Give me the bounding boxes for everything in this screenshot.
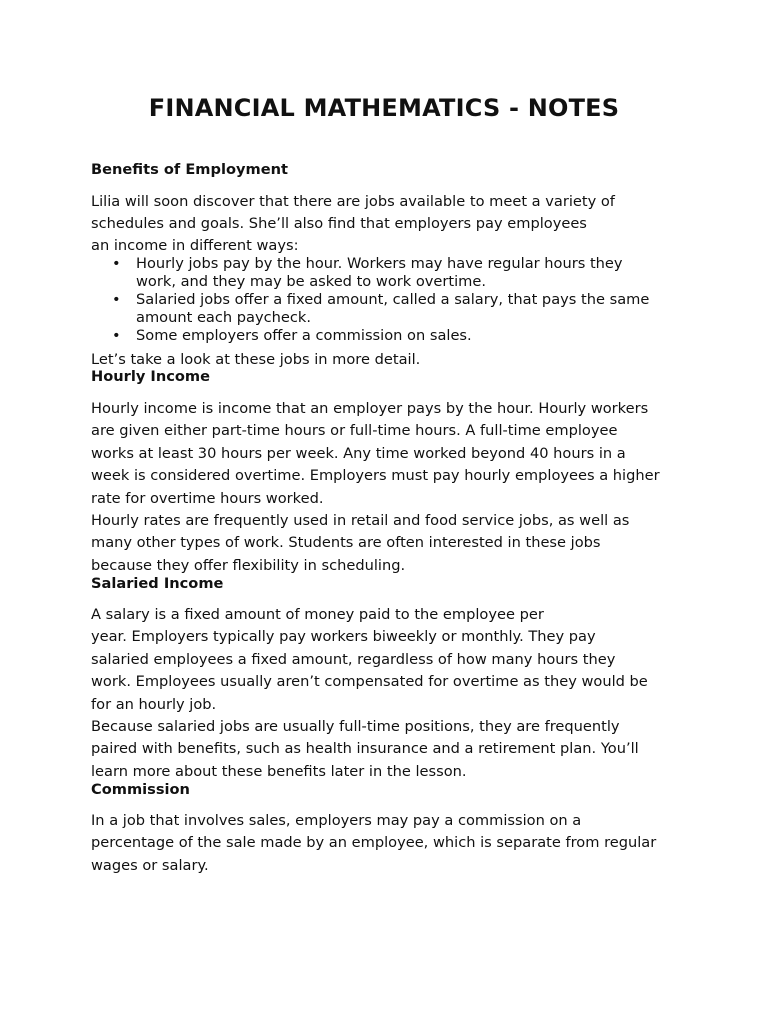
list-item	[91, 327, 691, 345]
section-salaried	[91, 575, 691, 593]
benefits-outro-paragraph: Let’s take a look at these jobs in more detail.	[91, 351, 421, 368]
text-line: Lilia will soon discover that there are jobs available to meet a variety of	[91, 193, 615, 210]
text-line: schedules and goals. She’ll also find that employers pay employees	[91, 215, 587, 232]
hourly-paragraph	[91, 398, 691, 577]
text-line: Because salaried jobs are usually full-time positions, they are frequently	[91, 718, 620, 736]
text-line: Hourly income is income that an employer pays by the hour. Hourly workers	[91, 400, 649, 417]
section-benefits	[91, 161, 691, 179]
text-line: rate for overtime hours worked.	[91, 489, 324, 507]
hourly-body	[91, 398, 691, 577]
commission-body	[91, 810, 691, 877]
salaried-body	[91, 604, 691, 783]
benefits-bullet-list	[91, 255, 691, 345]
text-line: works at least 30 hours per week. Any time worked beyond 40 hours in a	[91, 444, 626, 462]
benefits-intro	[91, 191, 691, 257]
bullet-list	[91, 255, 691, 345]
text-line: week is considered overtime. Employers must pay hourly employees a higher	[91, 467, 660, 485]
text-line: In a job that involves sales, employers may pay a commission on a	[91, 812, 582, 829]
list-item	[91, 255, 691, 291]
text-line: salaried employees a fixed amount, regardless of how many hours they	[91, 650, 616, 668]
text-line: • Salaried jobs offer a fixed amount, called a salary, that pays the same	[136, 291, 650, 308]
text-line: year. Employers typically pay workers biweekly or monthly. They pay	[91, 628, 596, 646]
section-heading-benefits: Benefits of Employment	[91, 161, 288, 178]
list-item	[91, 291, 691, 327]
text-line: wages or salary.	[91, 856, 209, 874]
section-heading-salaried: Salaried Income	[91, 575, 224, 592]
page-title: FINANCIAL MATHEMATICS - NOTES	[148, 94, 620, 122]
section-heading-commission: Commission	[91, 781, 190, 798]
commission-paragraph	[91, 810, 691, 877]
text-line: Hourly rates are frequently used in retail and food service jobs, as well as	[91, 512, 630, 530]
section-hourly	[91, 368, 691, 386]
text-line: paired with benefits, such as health insurance and a retirement plan. You’ll	[91, 740, 639, 758]
section-commission	[91, 781, 691, 799]
text-line: for an hourly job.	[91, 695, 217, 713]
text-line: A salary is a fixed amount of money paid to the employee per	[91, 606, 544, 623]
text-line: are given either part-time hours or full-time hours. A full-time employee	[91, 422, 618, 440]
section-heading-hourly: Hourly Income	[91, 368, 211, 385]
text-line: work, and they may be asked to work overtime.	[136, 273, 486, 290]
text-line: percentage of the sale made by an employee, which is separate from regular	[91, 834, 657, 852]
text-line: many other types of work. Students are often interested in these jobs	[91, 534, 601, 552]
text-line: because they offer flexibility in scheduling.	[91, 556, 406, 574]
text-line: • Hourly jobs pay by the hour. Workers may have regular hours they	[136, 255, 623, 272]
text-line: • Some employers offer a commission on sales.	[136, 327, 472, 344]
text-line: amount each paycheck.	[136, 309, 311, 326]
text-line: an income in different ways:	[91, 237, 299, 254]
text-line: learn more about these benefits later in the lesson.	[91, 762, 467, 780]
benefits-intro-paragraph	[91, 191, 691, 257]
salaried-paragraph	[91, 604, 691, 783]
text-line: work. Employees usually aren’t compensated for overtime as they would be	[91, 673, 648, 691]
